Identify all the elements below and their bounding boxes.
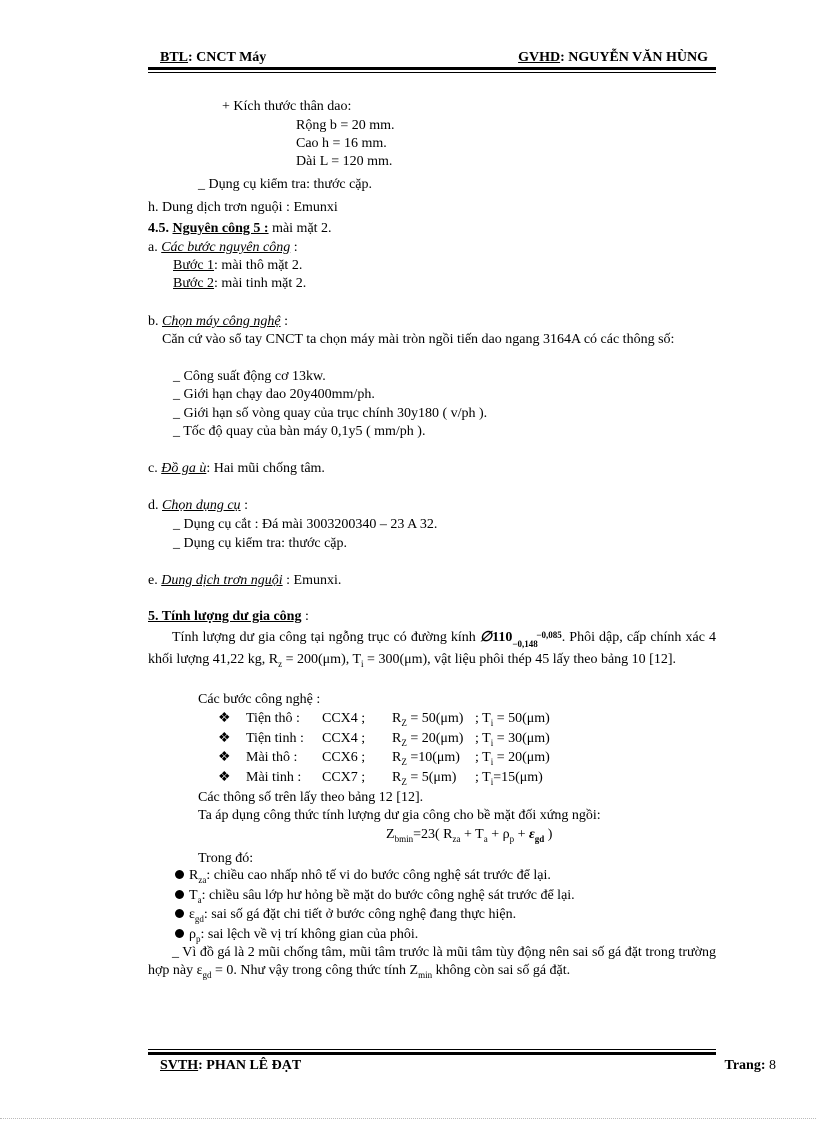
- op5-d-colon: :: [240, 498, 248, 513]
- footer-rule-thick: [148, 1052, 716, 1055]
- header-right: [518, 50, 708, 66]
- rz-sub: Z: [401, 756, 407, 767]
- ti-val: = 30(μm): [493, 730, 550, 746]
- ti-sub: i: [490, 756, 494, 767]
- step1-text: : mài thô mặt 2.: [214, 258, 303, 273]
- ti-val: = 50(μm): [493, 711, 550, 726]
- f-e: +: [514, 827, 529, 842]
- step-grade: CCX6 ;: [322, 750, 366, 765]
- p1-c: = 200(μm), T: [282, 652, 362, 667]
- sec5-title: 5. Tính lượng dư gia công: [148, 609, 302, 624]
- def-symbol: ρ: [189, 926, 196, 942]
- f-z: Z: [386, 827, 395, 842]
- def-sub: za: [198, 874, 207, 885]
- spec-feed: _ Giới hạn chạy dao 20y400mm/ph.: [173, 387, 375, 402]
- diamond-bullet-icon: ❖: [218, 750, 231, 765]
- ti-val: = 20(μm): [493, 750, 550, 765]
- footer-page: [725, 1058, 776, 1074]
- op5-step1: [173, 257, 302, 275]
- rz-sym: R: [392, 711, 402, 726]
- phi-lower: −0,148: [512, 639, 538, 649]
- op5-e-label: e.: [148, 573, 158, 588]
- formula: [386, 826, 552, 848]
- op5-e-text: : Emunxi.: [282, 573, 342, 588]
- ti-sub: i: [490, 717, 494, 728]
- step-name: Mài tinh :: [246, 769, 302, 785]
- step-rz: [392, 769, 456, 791]
- def-symbol: ε: [189, 907, 195, 922]
- op5-number: 4.5.: [148, 221, 169, 236]
- sec5-para1: [148, 627, 716, 675]
- f-p: p: [509, 833, 515, 844]
- op5-b-colon: :: [280, 314, 288, 329]
- header-left-value: : CNCT Máy: [188, 50, 267, 65]
- f-c: + T: [460, 827, 484, 842]
- ti-sym: ; T: [475, 730, 491, 746]
- footer-left-value: : PHAN LÊ ĐẠT: [198, 1058, 302, 1073]
- op5-a-colon: :: [290, 240, 298, 255]
- rz-sub: Z: [401, 717, 407, 728]
- apply-text: Ta áp dụng công thức tính lượng dư gia công cho bề mặt đối xứng ngồi:: [198, 808, 601, 823]
- coolant-h: h. Dung dịch trơn nguội : Emunxi: [148, 200, 338, 215]
- op5-b-title: Chọn máy công nghệ: [162, 314, 281, 329]
- rz-sub: Z: [401, 737, 407, 748]
- rz-sym: R: [392, 750, 402, 765]
- def-sub: p: [196, 933, 201, 944]
- header-rule-thin: [148, 72, 716, 73]
- step-ti: [475, 769, 543, 791]
- rz-val: =10(μm): [406, 750, 460, 765]
- params-note: Các thông số trên lấy theo bảng 12 [12].: [198, 790, 424, 805]
- header-rule-thick: [148, 67, 716, 70]
- op5-a: [148, 239, 298, 257]
- steps-heading: Các bước công nghệ :: [198, 692, 321, 707]
- op5-desc: mài mặt 2.: [268, 221, 332, 236]
- op5-c: [148, 460, 325, 478]
- spec-table: _ Tốc độ quay của bàn máy 0,1y5 ( mm/ph ).: [173, 424, 426, 439]
- op5-e-title: Dung dịch trơn nguội: [161, 573, 283, 588]
- op5-b-para: Căn cứ vào sổ tay CNCT ta chọn máy mài tròn ngồi tiến dao ngang 3164A có các thông số:: [162, 332, 675, 347]
- header-right-label: GVHD: [518, 50, 561, 65]
- op5-e: [148, 572, 341, 590]
- final-para: [148, 944, 716, 984]
- f-gd: gd: [534, 833, 545, 844]
- op5-c-label: c.: [148, 461, 158, 476]
- def-text: : sai số gá đặt chi tiết ở bước công nghệ đang thực hiện.: [203, 907, 517, 922]
- def-text: : sai lệch về vị trí không gian của phôi.: [200, 926, 419, 942]
- f-a-sub: a: [483, 833, 488, 844]
- op5-d-label: d.: [148, 498, 159, 513]
- phi-value: 110: [492, 630, 513, 645]
- p1-ti-sub: i: [361, 658, 364, 669]
- phi-upper: −0,085: [536, 630, 562, 640]
- op5-d: [148, 497, 248, 515]
- op5-b: [148, 313, 288, 331]
- cut-tool: _ Dụng cụ cắt : Đá mài 3003200340 – 23 A 32.: [173, 517, 438, 532]
- page-number: 8: [769, 1058, 776, 1073]
- f-f: ): [544, 827, 553, 842]
- op5-a-title: Các bước nguyên công: [161, 240, 291, 255]
- header-right-value: : NGUYỄN VĂN HÙNG: [560, 50, 708, 65]
- footer-left: [160, 1058, 301, 1073]
- op5-step2: [173, 275, 306, 293]
- def-sub: gd: [194, 913, 204, 924]
- final-a: _ Vì đồ gá là 2 mũi chống tâm, mũi tâm trước là mũi tâm tùy động nên sai số gá đặt trong trường hợp này ε: [148, 945, 716, 978]
- op5-title: Nguyên công 5 :: [172, 221, 269, 236]
- p1-d: = 300(μm), vật liệu phôi thép 45 lấy theo bảng 10 [12].: [363, 652, 676, 667]
- ti-val: =15(μm): [493, 769, 543, 785]
- op5-a-label: a.: [148, 240, 158, 255]
- tool-size-heading: + Kích thước thân dao:: [222, 99, 352, 114]
- page-footer: [160, 1058, 776, 1074]
- footer-left-label: SVTH: [160, 1058, 199, 1073]
- spec-spindle: _ Giới hạn số vòng quay của trục chính 30y180 ( v/ph ).: [173, 406, 488, 421]
- tool-width: Rộng b = 20 mm.: [296, 118, 395, 133]
- bullet-icon: [175, 909, 184, 918]
- def-text: : chiều sâu lớp hư hỏng bề mặt do bước công nghệ sát trước để lại.: [201, 887, 575, 903]
- ti-sym: ; T: [475, 769, 491, 785]
- ti-sub: i: [490, 776, 494, 787]
- def-symbol: R: [189, 868, 199, 883]
- final-c: không còn sai số gá đặt.: [432, 963, 571, 978]
- tool-inspection: _ Dụng cụ kiểm tra: thước cặp.: [198, 177, 372, 192]
- bullet-icon: [175, 929, 184, 938]
- f-za: za: [452, 833, 461, 844]
- rz-sym: R: [392, 730, 402, 746]
- step2-label: Bước 2: [173, 276, 215, 291]
- rz-val: = 5(μm): [406, 769, 457, 785]
- op5-b-label: b.: [148, 314, 159, 329]
- page-bottom-dotted: [0, 1118, 816, 1119]
- step-grade: CCX4 ;: [322, 730, 366, 746]
- step-grade: CCX4 ;: [322, 711, 366, 726]
- op5-heading: [148, 220, 332, 238]
- phi-symbol: ∅: [479, 630, 493, 645]
- final-sub1: gd: [202, 969, 212, 980]
- ti-sym: ; T: [475, 711, 491, 726]
- step-grade: CCX7 ;: [322, 769, 366, 785]
- diamond-bullet-icon: ❖: [218, 711, 231, 726]
- where-label: Trong đó:: [198, 851, 254, 866]
- sec5-title-colon: :: [301, 609, 309, 624]
- p1-rz-sub: z: [278, 658, 283, 669]
- op5-c-text: : Hai mũi chống tâm.: [206, 461, 325, 476]
- bullet-icon: [175, 890, 184, 899]
- step-name: Tiện tinh :: [246, 730, 304, 746]
- diamond-bullet-icon: ❖: [218, 730, 231, 746]
- ti-sub: i: [490, 737, 494, 748]
- f-z-sub: bmin: [394, 833, 414, 844]
- step1-label: Bước 1: [173, 258, 215, 273]
- tool-height: Cao h = 16 mm.: [296, 136, 387, 151]
- final-sub2: min: [418, 969, 433, 980]
- header-left: [160, 50, 266, 66]
- spec-power: _ Công suất động cơ 13kw.: [173, 369, 326, 384]
- f-eps: ε: [528, 827, 535, 842]
- tool-length: Dài L = 120 mm.: [296, 154, 393, 169]
- page-label: Trang:: [724, 1058, 766, 1073]
- def-sub: a: [197, 894, 202, 905]
- p1-a: Tính lượng dư gia công tại ngỗng trục có đường kính: [172, 630, 476, 645]
- bullet-icon: [175, 870, 184, 879]
- phi-tolerance: [512, 631, 561, 649]
- inspect-tool: _ Dụng cụ kiểm tra: thước cặp.: [173, 536, 347, 551]
- rz-val: = 20(μm): [406, 730, 464, 746]
- footer-rule-thin: [148, 1049, 716, 1050]
- step2-text: : mài tinh mặt 2.: [214, 276, 307, 291]
- f-b: =23( R: [413, 827, 453, 842]
- rz-sub: Z: [401, 776, 407, 787]
- step-name: Tiện thô :: [246, 711, 300, 726]
- f-d: + ρ: [487, 827, 510, 842]
- def-symbol: T: [189, 887, 198, 903]
- rz-val: = 50(μm): [406, 711, 464, 726]
- sec5-heading: [148, 608, 309, 626]
- step-name: Mài thô :: [246, 750, 298, 765]
- rz-sym: R: [392, 769, 402, 785]
- op5-d-title: Chọn dụng cụ: [162, 498, 241, 513]
- diamond-bullet-icon: ❖: [218, 769, 231, 785]
- final-b: = 0. Như vậy trong công thức tính Z: [211, 963, 419, 978]
- op5-c-title: Đồ ga ù: [161, 461, 207, 476]
- p1-b: . Phôi dập, cấp chính xác 4 khối lượng 41,22 kg, R: [148, 630, 716, 667]
- def-text: : chiều cao nhấp nhô tế vi do bước công nghệ sát trước để lại.: [206, 868, 551, 883]
- header-left-label: BTL: [160, 50, 189, 65]
- ti-sym: ; T: [475, 750, 491, 765]
